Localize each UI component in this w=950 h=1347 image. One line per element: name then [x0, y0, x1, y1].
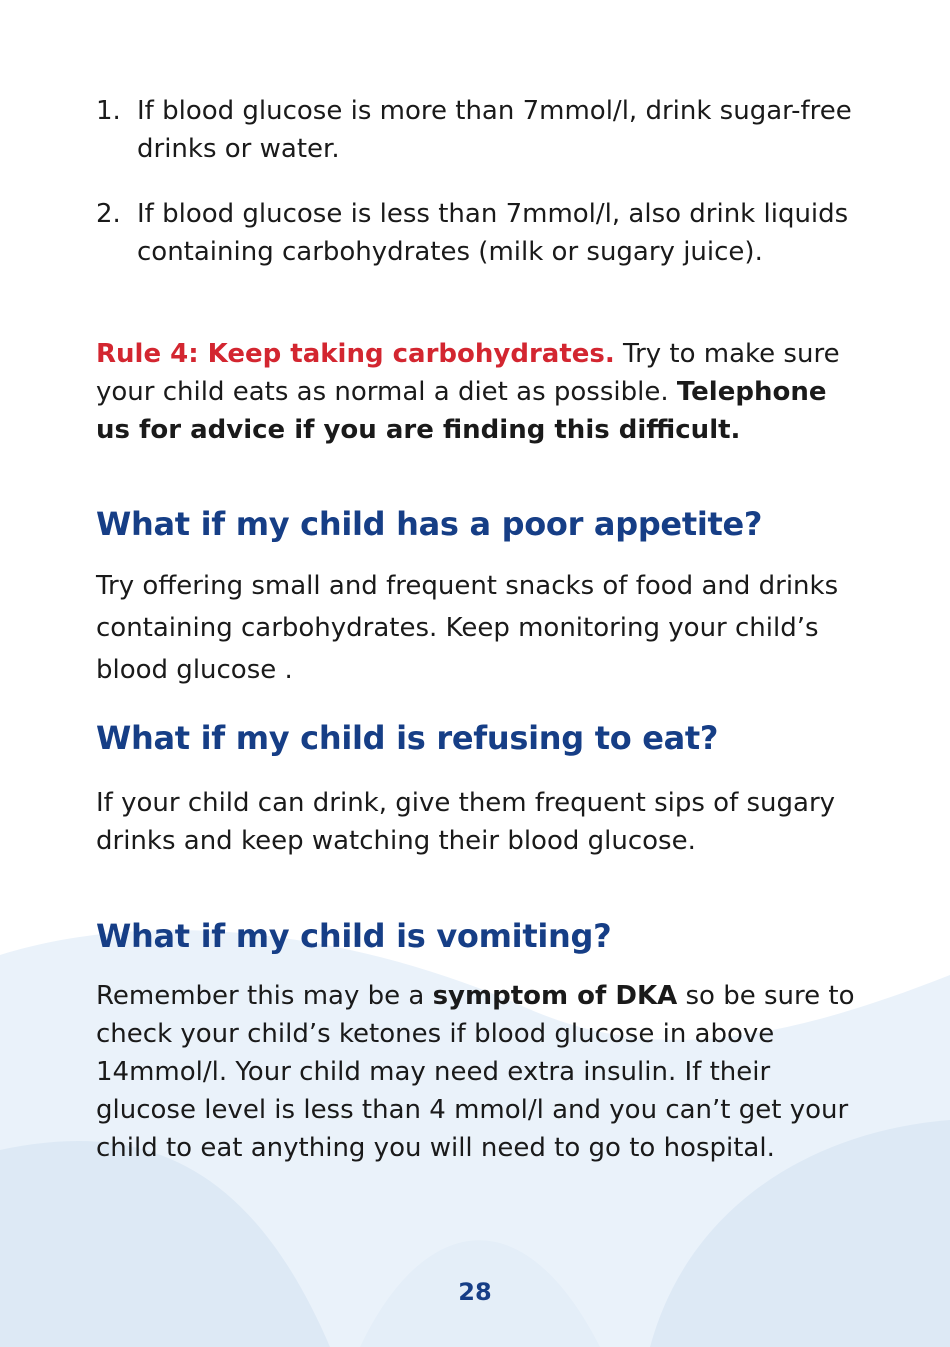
- rule-4-text: Try to make sure your child eats as normal a diet as possible.: [96, 339, 840, 407]
- section-heading-refusing-to-eat: What if my child is refusing to eat?: [96, 719, 719, 757]
- rule-4-label: Rule 4: Keep taking carbohydrates.: [96, 339, 615, 369]
- vomiting-text-end: so be sure to check your child’s ketones if blood glucose in above 14mmol/l. Your child may need extra insulin. If their glucose level is less than 4 mmol/l and you can’t get your child to eat anything you will need to go to hospital.: [96, 981, 855, 1163]
- rule-4-emphasis: Telephone us for advice if you are finding this difficult.: [96, 377, 827, 445]
- section-body-vomiting: [96, 977, 866, 1167]
- dka-emphasis: symptom of DKA: [432, 981, 678, 1011]
- list-item: [96, 195, 856, 271]
- list-number: 2.: [96, 199, 121, 229]
- vomiting-text-start: Remember this may be a: [96, 981, 433, 1011]
- page-number: 28: [458, 1278, 492, 1306]
- section-heading-vomiting: What if my child is vomiting?: [96, 917, 612, 955]
- list-text: If blood glucose is more than 7mmol/l, drink sugar-free drinks or water.: [137, 96, 852, 164]
- rule-4-paragraph: [96, 335, 866, 449]
- list-text: If blood glucose is less than 7mmol/l, also drink liquids containing carbohydrates (milk or sugary juice).: [137, 199, 849, 267]
- section-heading-poor-appetite: What if my child has a poor appetite?: [96, 505, 763, 543]
- list-item: [96, 92, 856, 168]
- section-body-poor-appetite: Try offering small and frequent snacks of food and drinks containing carbohydrates. Keep monitoring your child’s blood glucose .: [96, 571, 839, 685]
- list-number: 1.: [96, 96, 121, 126]
- section-body-refusing-to-eat: If your child can drink, give them frequent sips of sugary drinks and keep watching their blood glucose.: [96, 788, 836, 856]
